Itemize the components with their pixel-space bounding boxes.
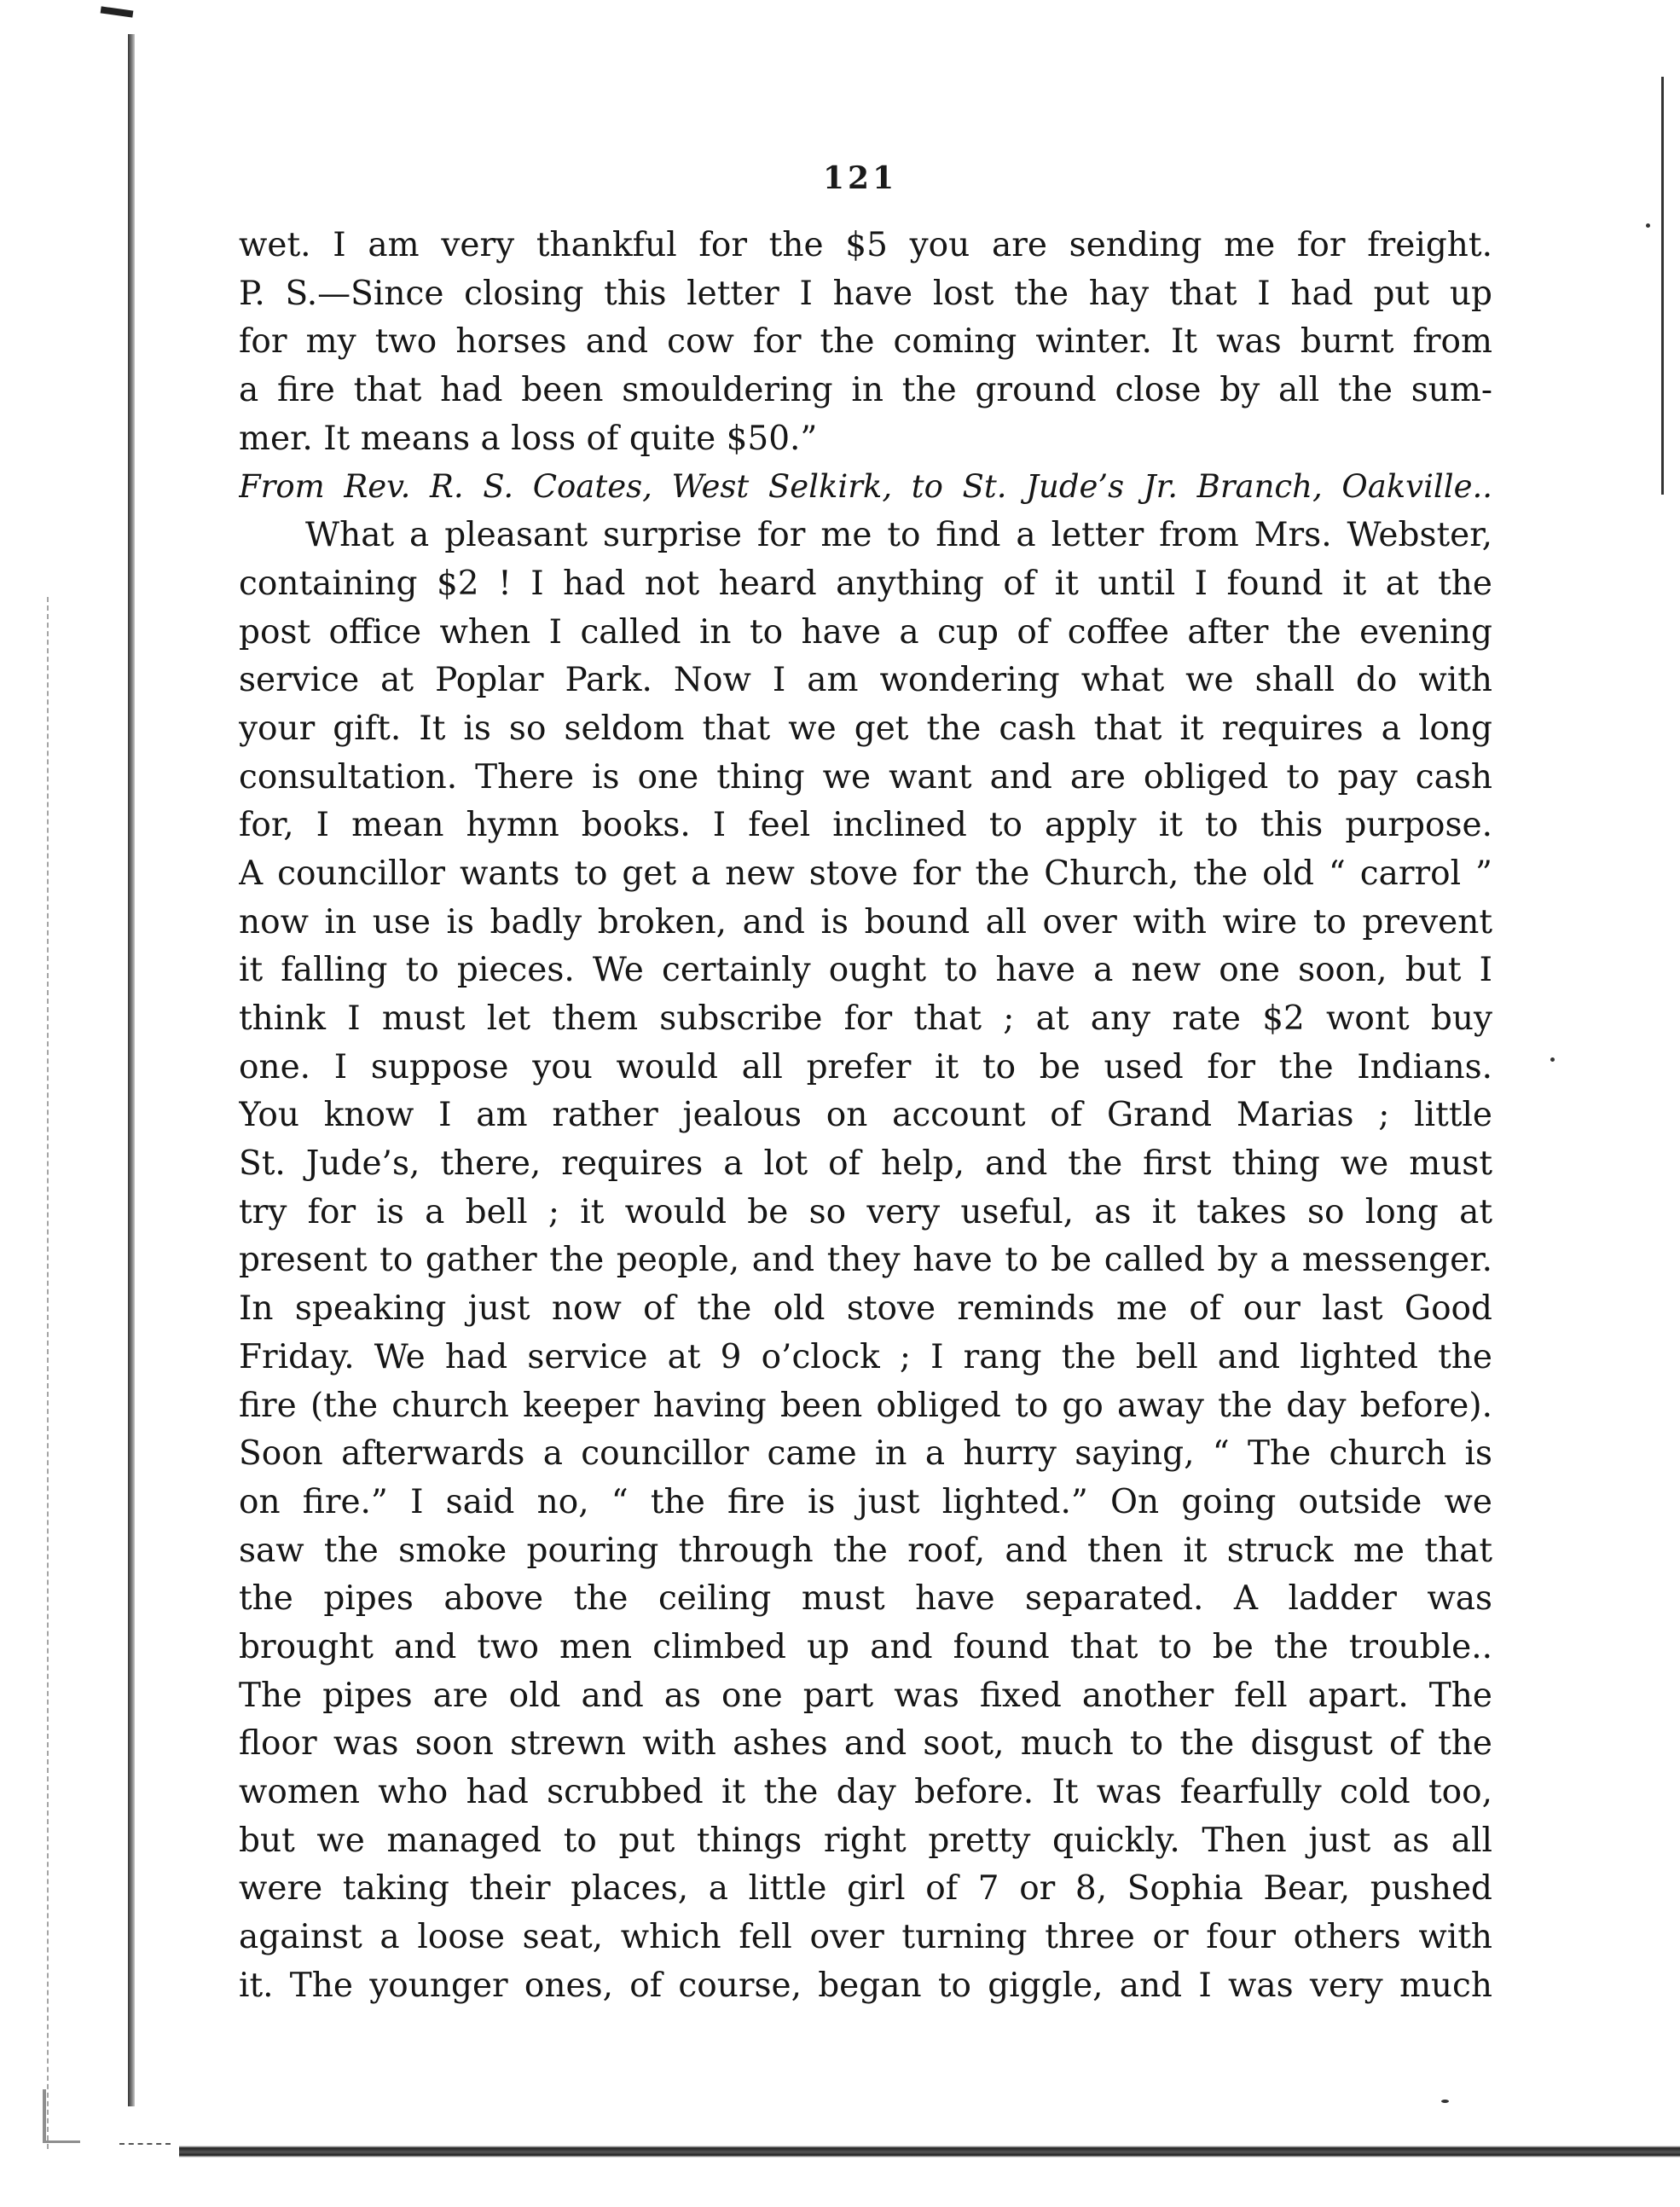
text-line: wet. I am very thankful for the $5 you are sending me for freight. xyxy=(239,226,1492,264)
text-line: consultation. There is one thing we want and are obliged to pay cash xyxy=(239,757,1492,796)
scan-speck xyxy=(1550,1057,1555,1062)
text-line: St. Jude’s, there, requires a lot of help, and the first thing we must xyxy=(239,1144,1492,1184)
text-line: floor was soon strewn with ashes and soot, much to the disgust of the xyxy=(239,1724,1492,1764)
text-line: were taking their places, a little girl of 7 or 8, Sophia Bear, pushed xyxy=(239,1869,1492,1909)
text-line: it. The younger ones, of course, began to giggle, and I was very much xyxy=(239,1966,1492,2005)
text-line: service at Poplar Park. Now I am wondering what we shall do with xyxy=(239,661,1492,700)
text-line: it falling to pieces. We certainly ought to have a new one soon, but I xyxy=(239,951,1492,990)
left-bottom-scan-mark xyxy=(43,2089,80,2143)
text-line: Soon afterwards a councillor came in a hurry saying, “ The church is xyxy=(239,1434,1492,1474)
text-line: one. I suppose you would all prefer it to be used for the Indians. xyxy=(239,1047,1492,1086)
text-line: against a loose seat, which fell over turning three or four others with xyxy=(239,1918,1492,1957)
text-line: P. S.—Since closing this letter I have lost the hay that I had put up xyxy=(239,274,1492,313)
scan-speck xyxy=(1441,2100,1449,2103)
text-line: What a pleasant surprise for me to find a letter from Mrs. Webster, xyxy=(305,516,1492,555)
text-line: A councillor wants to get a new stove for the Church, the old “ carrol ” xyxy=(239,854,1492,893)
text-line: try for is a bell ; it would be so very useful, as it takes so long at xyxy=(239,1192,1492,1231)
text-line: a fire that had been smouldering in the ground close by all the sum- xyxy=(239,371,1492,410)
scan-speck xyxy=(1646,223,1650,228)
text-line: for my two horses and cow for the coming winter. It was burnt from xyxy=(239,322,1492,362)
text-line: In speaking just now of the old stove reminds me of our last Good xyxy=(239,1289,1492,1329)
text-line: The pipes are old and as one part was fixed another fell apart. The xyxy=(239,1676,1492,1715)
left-binding-edge xyxy=(128,34,135,2106)
text-line: for, I mean hymn books. I feel inclined to apply it to this purpose. xyxy=(239,806,1492,845)
text-line: think I must let them subscribe for that ; at any rate $2 wont buy xyxy=(239,999,1492,1038)
text-line: your gift. It is so seldom that we get the cash that it requires a long xyxy=(239,709,1492,748)
text-line: post office when I called in to have a cup of coffee after the evening xyxy=(239,612,1492,652)
letter-heading: From Rev. R. S. Coates, West Selkirk, to St. Jude’s Jr. Branch, Oakville.. xyxy=(239,468,1492,506)
text-line: brought and two men climbed up and found that to be the trouble.. xyxy=(239,1627,1492,1666)
bottom-dash-mark xyxy=(119,2143,171,2146)
text-line: women who had scrubbed it the day before. It was fearfully cold too, xyxy=(239,1773,1492,1811)
page-number: 121 xyxy=(823,160,898,196)
text-line: mer. It means a loss of quite $50.” xyxy=(239,419,818,458)
text-line: on fire.” I said no, “ the fire is just lighted.” On going outside we xyxy=(239,1482,1492,1521)
body-text xyxy=(239,222,1492,2010)
left-page-fray xyxy=(47,597,67,2149)
text-line: saw the smoke pouring through the roof, and then it struck me that xyxy=(239,1531,1492,1570)
text-line: now in use is badly broken, and is bound all over with wire to prevent xyxy=(239,902,1492,941)
text-line: fire (the church keeper having been obliged to go away the day before). xyxy=(239,1386,1492,1425)
text-line: but we managed to put things right pretty quickly. Then just as all xyxy=(239,1821,1492,1860)
text-line: Friday. We had service at 9 o’clock ; I rang the bell and lighted the xyxy=(239,1337,1492,1376)
text-line: containing $2 ! I had not heard anything of it until I found it at the xyxy=(239,564,1492,603)
binding-corner-mark xyxy=(101,6,134,17)
text-line: present to gather the people, and they have to be called by a messenger. xyxy=(239,1241,1492,1280)
right-page-edge xyxy=(1661,77,1664,495)
text-line: the pipes above the ceiling must have separated. A ladder was xyxy=(239,1579,1492,1619)
text-line: You know I am rather jealous on account of Grand Marias ; little xyxy=(239,1096,1492,1135)
bottom-page-rule xyxy=(179,2146,1680,2158)
